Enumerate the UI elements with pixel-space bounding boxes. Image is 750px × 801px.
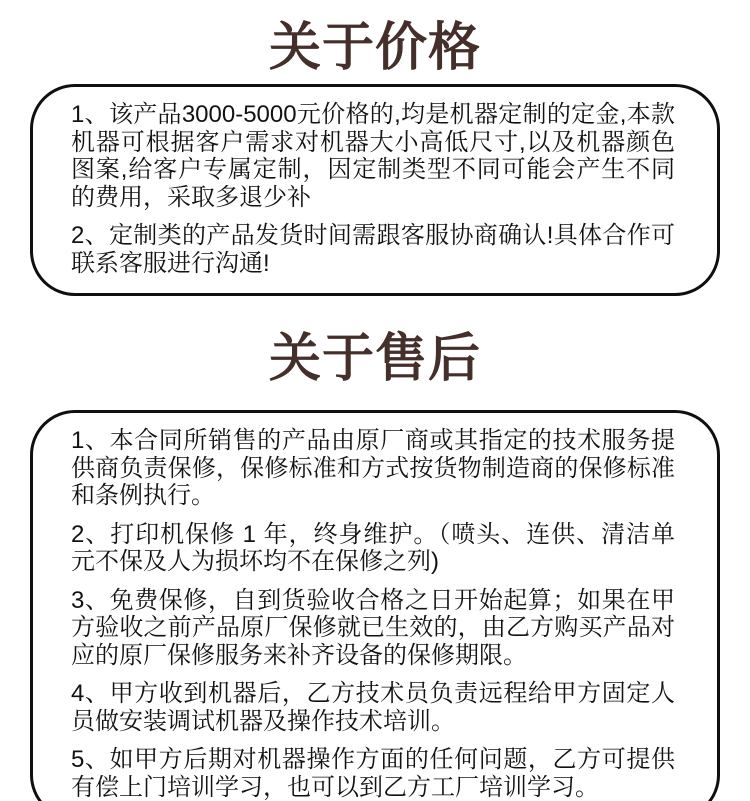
after-sales-term-item-3: 3、免费保修，自到货验收合格之日开始起算；如果在甲方验收之前产品原厂保修就已生效的，由乙方购买产品对应的原厂保修服务来补齐设备的保修期限。 <box>71 586 675 669</box>
after-sales-term-item-1: 1、本合同所销售的产品由原厂商或其指定的技术服务提供商负责保修，保修标准和方式按货物制造商的保修标准和条例执行。 <box>71 427 675 509</box>
after-sales-term-item-2: 2、打印机保修 1 年，终身维护。（喷头、连供、清洁单元不保及人为损坏均不在保修之列) <box>71 520 675 575</box>
price-section-title: 关于价格 <box>268 18 481 77</box>
price-term-item-2: 2、定制类的产品发货时间需跟客服协商确认!具体合作可联系客服进行沟通! <box>71 222 675 277</box>
after-sales-section-title: 关于售后 <box>268 329 481 388</box>
section-price <box>0 0 750 296</box>
section-after-sales <box>0 296 750 801</box>
after-sales-term-item-4: 4、甲方收到机器后，乙方技术员负责远程给甲方固定人员做安装调试机器及操作技术培训。 <box>71 680 675 735</box>
price-terms-box <box>30 84 720 296</box>
after-sales-term-item-5: 5、如甲方后期对机器操作方面的任何问题，乙方可提供有偿上门培训学习，也可以到乙方工厂培训学习。 <box>71 746 675 801</box>
price-term-item-1: 1、该产品3000-5000元价格的,均是机器定制的定金,本款机器可根据客户需求对机器大小高低尺寸,以及机器颜色图案,给客户专属定制，因定制类型不同可能会产生不同的费用，采取多退少补 <box>71 101 675 211</box>
after-sales-terms-box <box>30 410 720 801</box>
